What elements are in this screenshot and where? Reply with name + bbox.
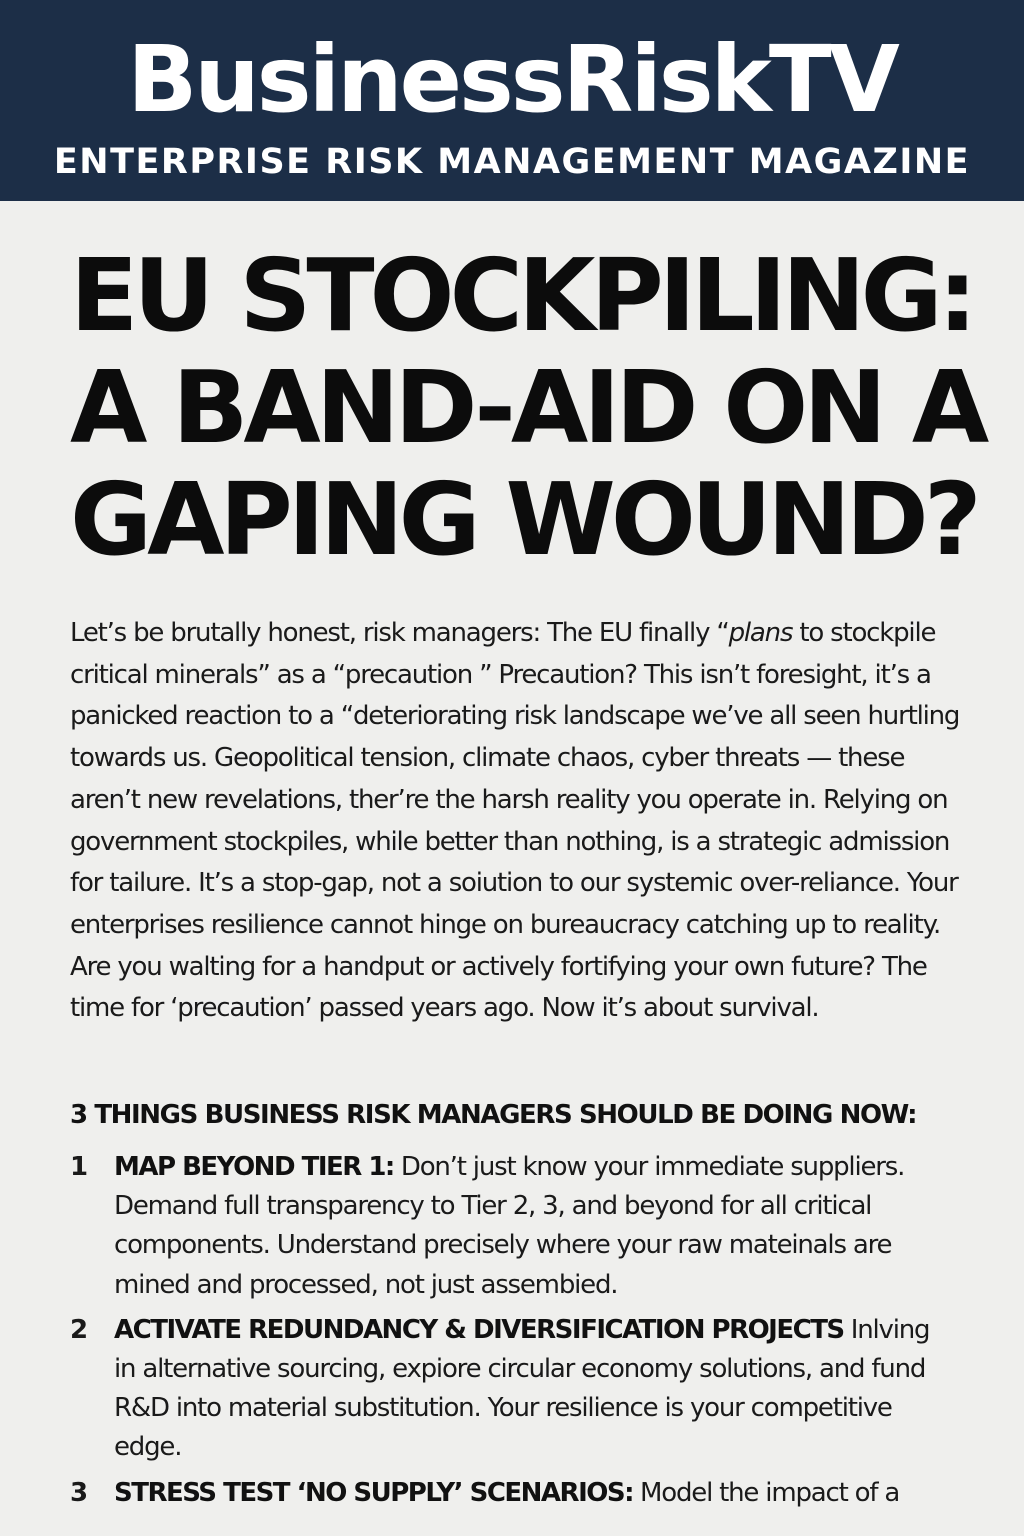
article-headline: EU STOCKPILING: A BAND-AID ON A GAPING WOUND? [70,237,985,578]
intro-text-start: Let’s be brutally honest, risk managers: The EU finally “ [70,618,729,648]
brand-logo: BusinessRiskTV [127,26,897,133]
magazine-tagline: ENTERPRISE RISK MANAGEMENT MAGAZINE [53,142,971,182]
action-label: ACTIVATE REDUNDANCY & DIVERSIFICATION PROJECTS [114,1314,844,1345]
article-intro [70,613,960,1030]
action-number: 3 [70,1477,87,1508]
action-item-redundancy-diversification [70,1311,950,1468]
intro-emphasis: plans [728,618,793,648]
action-text: Don’t just know your immediate suppliers. Demand full transparency to Tier 2, 3, and beyond for all critical components. Understand precisely where your raw mateinals are mined and processed, not just assembied. [114,1152,905,1300]
action-label: MAP BEYOND TIER 1: [114,1152,394,1182]
action-item-map-beyond-tier-1 [70,1148,950,1305]
action-number: 2 [70,1314,87,1345]
action-number: 1 [70,1152,87,1182]
action-list [70,1148,950,1519]
action-text: Model the impact of a [632,1477,900,1508]
masthead [0,0,1024,201]
intro-text-rest: to stockpile critical minerals” as a “precaution ” Precaution? This isn’t foresight, it’s a panicked reaction to a “deteriorating risk landscape we’ve all seen hurtling towards us. Geopolitical tension, climate chaos, cyber threats — these aren’t new revelations, ther’re the harsh reality you operate in. Relying on government stockpiles, while better than nothing, is a strategic admission for tailure. It’s a stop-gap, not a soiution to our systemic over-reliance. Your enterprises resilience cannot hinge on bureaucracy catching up to reality. Are you walting for a handput or actively fortifying your own future? The time for ‘precaution’ passed years ago. Now it’s about survival. [70,618,960,1024]
action-text: Inlving in alternative sourcing, expiore circular economy solutions, and fund R&D into material substitution. Your resilience is your competitive edge. [114,1314,930,1463]
action-item-stress-test [70,1474,950,1513]
action-list-heading: 3 THINGS BUSINESS RISK MANAGERS SHOULD BE DOING NOW: [70,1100,917,1130]
action-label: STRESS TEST ‘NO SUPPLY’ SCENARIOS: [114,1477,633,1508]
